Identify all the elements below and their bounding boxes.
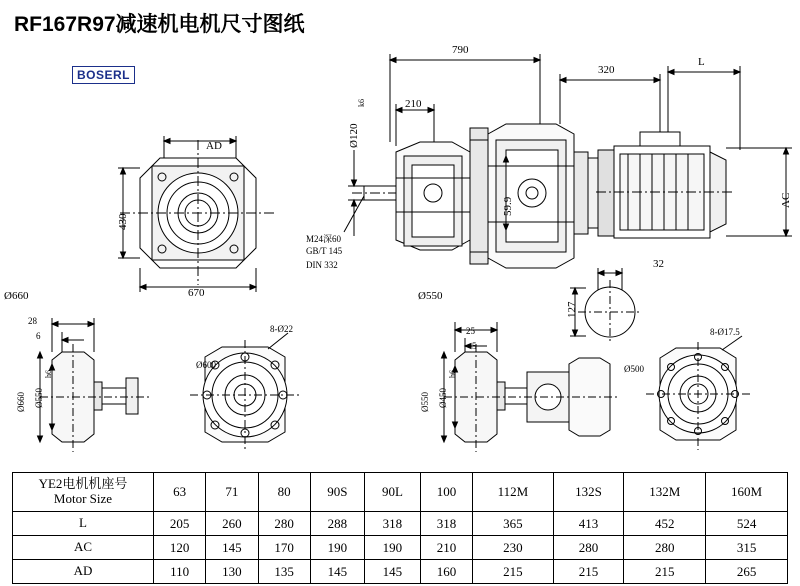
table-header-row: [13, 473, 788, 512]
dim-550-tolerance: h6: [44, 370, 53, 378]
table-cell: 280: [553, 536, 624, 560]
row-label: AC: [13, 536, 154, 560]
size-cell: 80: [258, 473, 310, 512]
dim-660-vert: Ø660: [16, 392, 26, 412]
dim-6: 6: [36, 331, 41, 341]
table-cell: 215: [553, 560, 624, 584]
dim-790: 790: [452, 44, 469, 56]
dim-5: 5: [472, 341, 477, 351]
dim-670: 670: [188, 287, 205, 299]
table-cell: 205: [154, 512, 206, 536]
table-cell: 215: [624, 560, 706, 584]
table-cell: 210: [420, 536, 472, 560]
table-cell: 365: [473, 512, 554, 536]
table-cell: 135: [258, 560, 310, 584]
table-cell: 215: [473, 560, 554, 584]
dim-ac-right: AC: [780, 192, 792, 208]
table-header-label-en: Motor Size: [53, 491, 113, 506]
size-cell: 132S: [553, 473, 624, 512]
dim-25: 25: [466, 326, 475, 336]
dim-550-label: Ø550: [418, 290, 443, 302]
size-cell: 71: [206, 473, 258, 512]
table-row: [13, 560, 788, 584]
dim-550-left-vert: Ø550: [420, 392, 430, 412]
table-cell: 452: [624, 512, 706, 536]
table-cell: 280: [258, 512, 310, 536]
note-din332: DIN 332: [306, 260, 338, 270]
table-cell: 318: [420, 512, 472, 536]
size-cell: 160M: [706, 473, 788, 512]
page-title: RF167R97减速机电机尺寸图纸: [14, 13, 305, 36]
dim-28: 28: [28, 316, 37, 326]
dim-127: 127: [566, 301, 578, 318]
table-header-label: [13, 473, 154, 512]
table-cell: 524: [706, 512, 788, 536]
dim-motor-length: L: [698, 56, 705, 68]
table-cell: 413: [553, 512, 624, 536]
table-cell: 265: [706, 560, 788, 584]
table-cell: 120: [154, 536, 206, 560]
table-cell: 230: [473, 536, 554, 560]
size-cell: 63: [154, 473, 206, 512]
dim-bore-120: Ø120: [348, 123, 360, 148]
row-label: AD: [13, 560, 154, 584]
table-cell: 170: [258, 536, 310, 560]
holes-17-5: 8-Ø17.5: [710, 327, 740, 337]
size-cell: 90S: [310, 473, 364, 512]
dim-32: 32: [653, 258, 664, 270]
dim-ad-top: AD: [206, 140, 222, 152]
note-thread-m24: M24深60: [306, 234, 342, 244]
table-cell: 110: [154, 560, 206, 584]
holes-22: 8-Ø22: [270, 324, 293, 334]
dim-bore-120-tolerance: k6: [357, 99, 366, 107]
dim-600: Ø600: [196, 360, 216, 370]
table-cell: 190: [310, 536, 364, 560]
note-gbt145: GB/T 145: [306, 246, 343, 256]
size-cell: 132M: [624, 473, 706, 512]
table-cell: 160: [420, 560, 472, 584]
size-cell: 100: [420, 473, 472, 512]
table-cell: 145: [310, 560, 364, 584]
dim-500: Ø500: [624, 364, 644, 374]
dim-59-9: 59.9: [502, 196, 514, 216]
table-row: [13, 512, 788, 536]
size-cell: 90L: [364, 473, 420, 512]
dim-210: 210: [405, 98, 422, 110]
dim-450-tolerance: h6: [448, 370, 457, 378]
dim-430: 430: [117, 213, 129, 230]
table-cell: 130: [206, 560, 258, 584]
table-cell: 318: [364, 512, 420, 536]
dim-450-vert: Ø450: [438, 388, 448, 408]
dim-550-vert: Ø550: [34, 388, 44, 408]
table-cell: 288: [310, 512, 364, 536]
dim-320: 320: [598, 64, 615, 76]
dim-660-label: Ø660: [4, 290, 29, 302]
size-cell: 112M: [473, 473, 554, 512]
table-row: [13, 536, 788, 560]
table-cell: 260: [206, 512, 258, 536]
table-header-label-cn: YE2电机机座号: [38, 476, 128, 492]
motor-size-table: [12, 472, 788, 584]
row-label: L: [13, 512, 154, 536]
table-cell: 315: [706, 536, 788, 560]
table-cell: 280: [624, 536, 706, 560]
table-cell: 145: [364, 560, 420, 584]
brand-logo: BOSERL: [72, 66, 135, 84]
table-cell: 190: [364, 536, 420, 560]
table-cell: 145: [206, 536, 258, 560]
